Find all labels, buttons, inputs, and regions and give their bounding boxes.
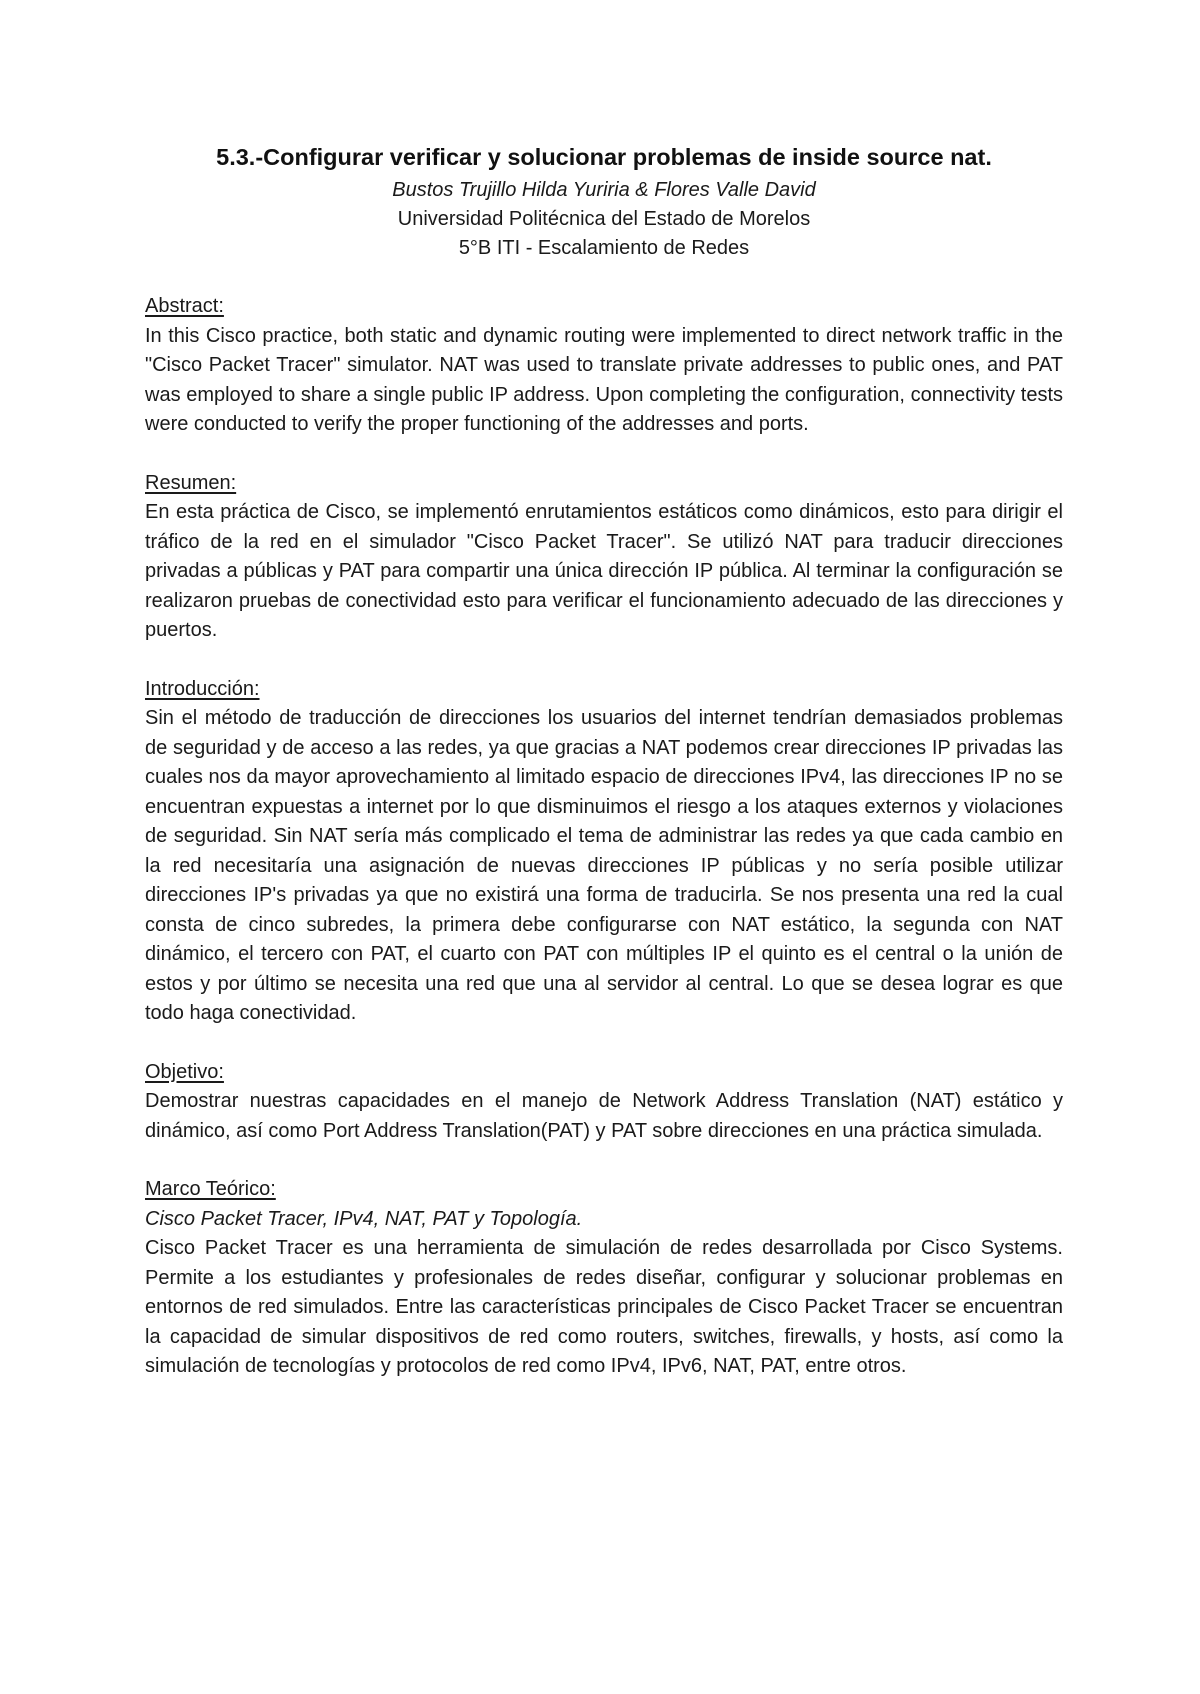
objetivo-body: Demostrar nuestras capacidades en el manejo de Network Address Translation (NAT) estático y dinámico, así como Port Address Translation(PAT) y PAT sobre direcciones en una práctica simulada. <box>145 1090 1063 1142</box>
document-authors: Bustos Trujillo Hilda Yuriria & Flores Valle David <box>392 179 816 201</box>
document-title: 5.3.-Configurar verificar y solucionar problemas de inside source nat. <box>216 144 992 170</box>
marco-teorico-heading: Marco Teórico: <box>145 1178 276 1200</box>
document-institution: Universidad Politécnica del Estado de Morelos <box>397 208 811 230</box>
document-page <box>145 140 1063 1382</box>
objetivo-heading: Objetivo: <box>145 1060 224 1083</box>
introduccion-section <box>145 675 1063 1029</box>
introduccion-body: Sin el método de traducción de direcciones los usuarios del internet tendrían demasiados problemas de seguridad y de acceso a las redes, ya que gracias a NAT podemos crear direcciones IP privadas las cuales nos da mayor aprovechamiento al limitado espacio de direcciones IPv4, las direcciones IP no se encuentran expuestas a internet por lo que disminuimos el riesgo a los ataques externos y violaciones de seguridad. Sin NAT sería más complicado el tema de administrar las redes ya que cada cambio en la red necesitaría una asignación de nuevas direcciones IP públicas y no sería posible utilizar direcciones IP's privadas ya que no existirá una forma de traducirla. Se nos presenta una red la cual consta de cinco subredes, la primera debe configurarse con NAT estático, la segunda con NAT dinámico, el tercero con PAT, el cuarto con PAT con múltiples IP el quinto es el central o la unión de estos y por último se necesita una red que una al servidor al central. Lo que se desea lograr es que todo haga conectividad. <box>145 707 1063 1024</box>
marco-teorico-subtitle: Cisco Packet Tracer, IPv4, NAT, PAT y Topología. <box>145 1207 583 1230</box>
introduccion-heading: Introducción: <box>145 677 260 700</box>
resumen-section <box>145 469 1063 646</box>
document-course: 5°B ITI - Escalamiento de Redes <box>458 237 750 259</box>
resumen-body: En esta práctica de Cisco, se implementó enrutamientos estáticos como dinámicos, esto para dirigir el tráfico de la red en el simulador "Cisco Packet Tracer". Se utilizó NAT para traducir direcciones privadas a públicas y PAT para compartir una única dirección IP pública. Al terminar la configuración se realizaron pruebas de conectividad esto para verificar el funcionamiento adecuado de las direcciones y puertos. <box>145 501 1063 641</box>
marco-teorico-section <box>145 1175 1063 1382</box>
marco-teorico-body: Cisco Packet Tracer es una herramienta de simulación de redes desarrollada por Cisco Systems. Permite a los estudiantes y profesionales de redes diseñar, configurar y solucionar problemas en entornos de red simulados. Entre las características principales de Cisco Packet Tracer se encuentran la capacidad de simular dispositivos de red como routers, switches, firewalls, y hosts, así como la simulación de tecnologías y protocolos de red como IPv4, IPv6, NAT, PAT, entre otros. <box>145 1237 1063 1377</box>
abstract-body: In this Cisco practice, both static and dynamic routing were implemented to direct network traffic in the "Cisco Packet Tracer" simulator. NAT was used to translate private addresses to public ones, and PAT was employed to share a single public IP address. Upon completing the configuration, connectivity tests were conducted to verify the proper functioning of the addresses and ports. <box>145 324 1063 435</box>
abstract-section <box>145 292 1063 440</box>
objetivo-section <box>145 1058 1063 1147</box>
resumen-heading: Resumen: <box>145 471 237 494</box>
abstract-heading: Abstract: <box>145 295 224 317</box>
